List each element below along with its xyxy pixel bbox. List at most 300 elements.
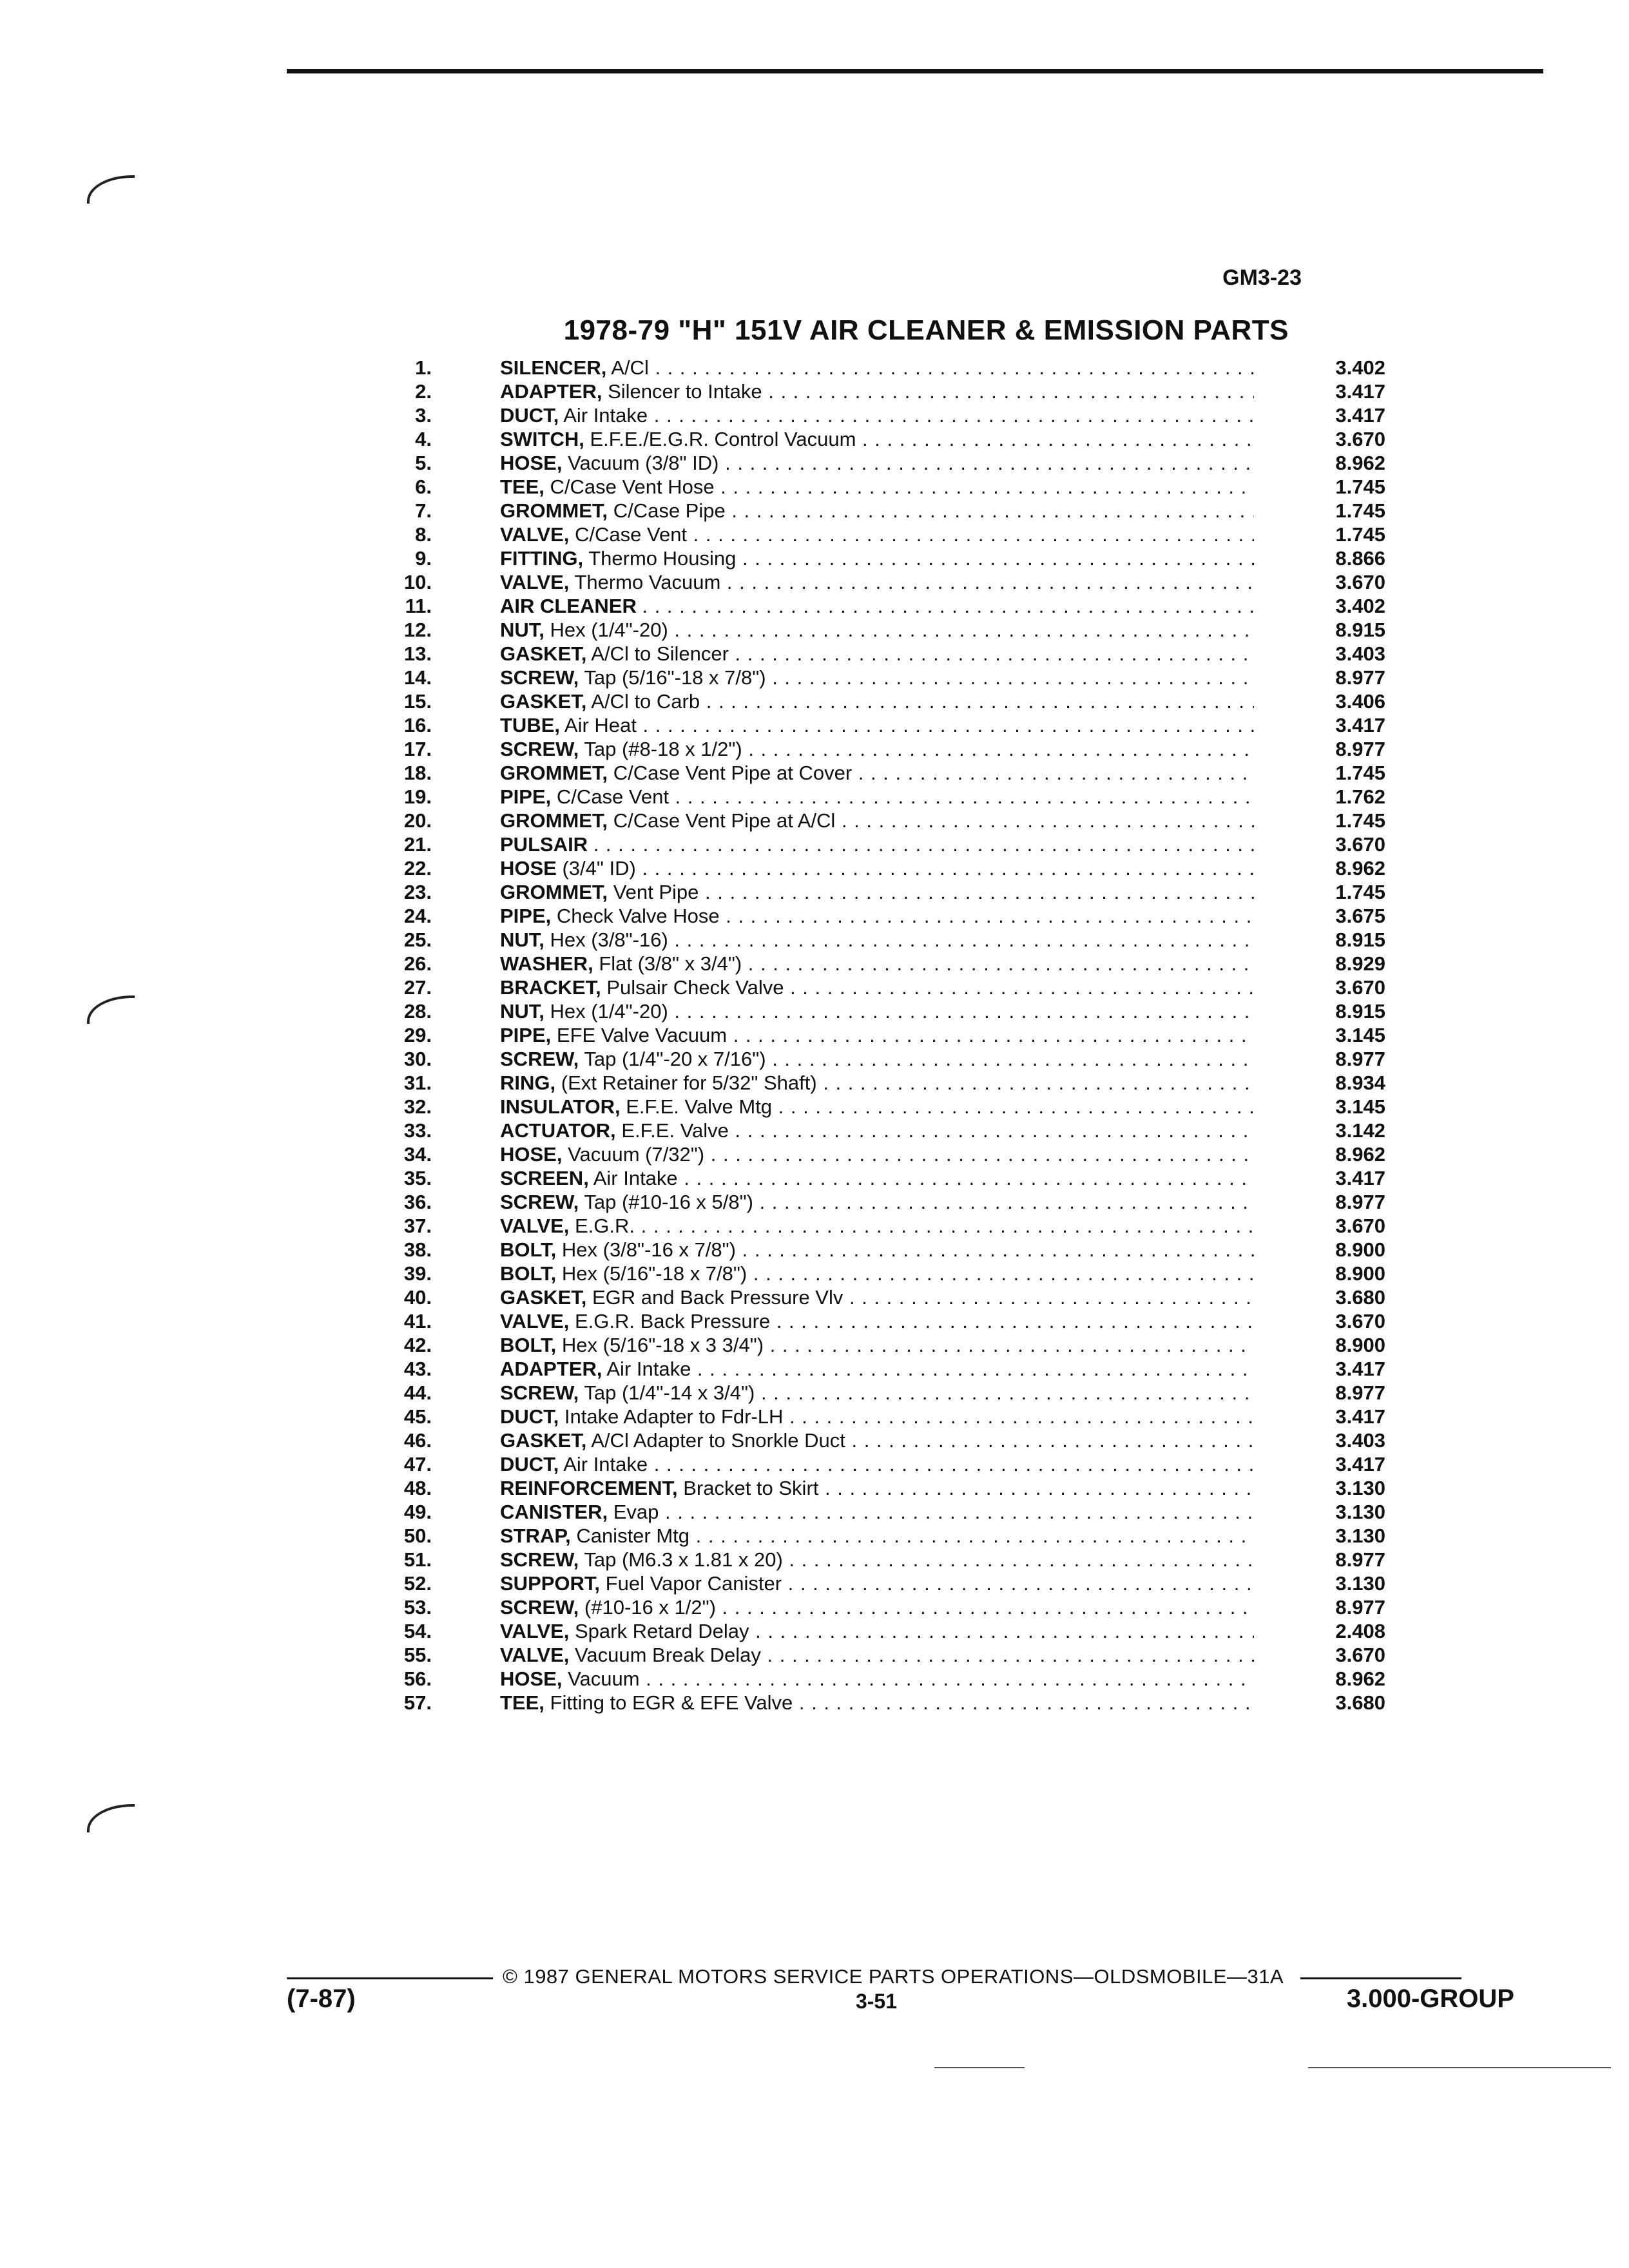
part-description (500, 1667, 1254, 1691)
part-name: SCREW, (500, 666, 579, 689)
part-detail: Air Intake (593, 1167, 678, 1189)
item-number: 15. (403, 690, 432, 713)
part-description (500, 499, 1254, 523)
item-number: 39. (403, 1262, 432, 1285)
parts-row (361, 1595, 1392, 1619)
parts-row (361, 1524, 1392, 1548)
part-name: DUCT, (500, 404, 559, 427)
parts-row (361, 1405, 1392, 1428)
group-code: 3.417 (1335, 1453, 1385, 1475)
part-detail: E.F.E. Valve (621, 1119, 729, 1142)
group-code: 3.417 (1335, 380, 1385, 403)
group-code: 3.670 (1335, 1644, 1385, 1666)
part-name: VALVE, (500, 571, 570, 593)
parts-row (361, 666, 1392, 689)
part-name: GASKET, (500, 690, 587, 713)
part-detail: Tap (#8-18 x 1/2") (584, 738, 742, 760)
part-description (500, 856, 1254, 880)
group-code: 3.680 (1335, 1691, 1385, 1714)
part-description (500, 1309, 1254, 1333)
part-name: SCREW, (500, 1048, 579, 1070)
part-description (500, 928, 1254, 952)
part-detail: (3/4" ID) (562, 857, 636, 879)
part-detail: Tap (1/4"-20 x 7/16") (584, 1048, 766, 1070)
part-name: GROMMET, (500, 499, 608, 522)
item-number: 53. (403, 1596, 432, 1619)
part-name: HOSE, (500, 452, 563, 474)
scan-artifact-line (1308, 2067, 1611, 2068)
parts-row (361, 1071, 1392, 1095)
item-number: 51. (403, 1548, 432, 1571)
part-detail: Tap (1/4"-14 x 3/4") (584, 1381, 755, 1404)
parts-row (361, 785, 1392, 809)
page-code: GM3-23 (1222, 265, 1302, 290)
part-description (500, 832, 1254, 856)
part-detail: Fitting to EGR & EFE Valve (550, 1691, 793, 1714)
part-description (500, 1524, 1254, 1548)
part-detail: EFE Valve Vacuum (556, 1024, 728, 1046)
part-detail: Air Intake (563, 404, 648, 427)
group-code: 3.403 (1335, 1429, 1385, 1452)
parts-row (361, 570, 1392, 594)
group-code: 8.977 (1335, 738, 1385, 760)
part-detail: Thermo Vacuum (574, 571, 721, 593)
parts-row (361, 737, 1392, 761)
parts-row (361, 1452, 1392, 1476)
part-description (500, 1476, 1254, 1500)
item-number: 52. (403, 1572, 432, 1595)
part-description (500, 1452, 1254, 1476)
part-name: DUCT, (500, 1405, 559, 1428)
part-description (500, 1428, 1254, 1452)
item-number: 42. (403, 1334, 432, 1356)
part-name: VALVE, (500, 1644, 570, 1666)
part-name: SCREW, (500, 1381, 579, 1404)
part-name: TUBE, (500, 714, 560, 736)
part-detail: C/Case Vent Pipe at A/Cl (613, 809, 836, 832)
item-number: 6. (415, 476, 432, 498)
part-detail: Canister Mtg (576, 1524, 690, 1547)
part-description (500, 1071, 1254, 1095)
part-detail: C/Case Vent Pipe at Cover (613, 762, 853, 784)
part-description (500, 546, 1254, 570)
group-code: 1.745 (1335, 881, 1385, 903)
part-name: HOSE (500, 857, 557, 879)
part-name: PIPE, (500, 1024, 552, 1046)
part-detail: Fuel Vapor Canister (605, 1572, 782, 1595)
parts-row (361, 1190, 1392, 1214)
item-number: 41. (403, 1310, 432, 1332)
part-detail: Evap (613, 1501, 659, 1523)
part-detail: Hex (1/4"-20) (550, 619, 668, 641)
part-detail: Hex (5/16"-18 x 7/8") (561, 1262, 747, 1285)
part-name: TEE, (500, 476, 545, 498)
part-description (500, 1190, 1254, 1214)
group-code: 3.670 (1335, 571, 1385, 593)
item-number: 19. (403, 785, 432, 808)
part-name: TEE, (500, 1691, 545, 1714)
part-detail: Check Valve Hose (556, 905, 720, 927)
parts-row (361, 1285, 1392, 1309)
item-number: 27. (403, 976, 432, 999)
item-number: 56. (403, 1667, 432, 1690)
group-code: 3.145 (1335, 1095, 1385, 1118)
part-description (500, 666, 1254, 689)
item-number: 50. (403, 1524, 432, 1547)
part-description (500, 713, 1254, 737)
part-description (500, 1357, 1254, 1381)
group-code: 8.962 (1335, 452, 1385, 474)
part-detail: Tap (5/16"-18 x 7/8") (584, 666, 766, 689)
item-number: 30. (403, 1048, 432, 1070)
parts-row (361, 594, 1392, 618)
part-description (500, 975, 1254, 999)
part-description (500, 475, 1254, 499)
part-description (500, 1619, 1254, 1643)
part-detail: Vacuum (3/8" ID) (568, 452, 719, 474)
part-name: VALVE, (500, 1620, 570, 1642)
part-detail: Tap (#10-16 x 5/8") (584, 1191, 753, 1213)
part-description (500, 380, 1254, 403)
item-number: 29. (403, 1024, 432, 1046)
parts-row (361, 642, 1392, 666)
part-description (500, 403, 1254, 427)
parts-row (361, 1571, 1392, 1595)
part-name: ACTUATOR, (500, 1119, 616, 1142)
group-code: 8.977 (1335, 666, 1385, 689)
part-name: SCREW, (500, 738, 579, 760)
part-name: SCREEN, (500, 1167, 589, 1189)
part-name: FITTING, (500, 547, 584, 570)
group-code: 8.915 (1335, 1000, 1385, 1023)
item-number: 34. (403, 1143, 432, 1166)
parts-row (361, 1166, 1392, 1190)
part-description (500, 1500, 1254, 1524)
item-number: 3. (415, 404, 432, 427)
part-detail: EGR and Back Pressure Vlv (592, 1286, 843, 1309)
parts-row (361, 1142, 1392, 1166)
part-name: GROMMET, (500, 762, 608, 784)
part-name: SWITCH, (500, 428, 584, 450)
part-detail: E.F.E./E.G.R. Control Vacuum (590, 428, 856, 450)
item-number: 25. (403, 928, 432, 951)
part-description (500, 1548, 1254, 1571)
item-number: 13. (403, 642, 432, 665)
footer-rule-right (1300, 1977, 1461, 1979)
part-description (500, 1595, 1254, 1619)
copyright-notice: © 1987 GENERAL MOTORS SERVICE PARTS OPERATIONS—OLDSMOBILE—31A (503, 1965, 1284, 1988)
part-detail: Hex (3/8"-16) (550, 928, 668, 951)
part-name: SCREW, (500, 1191, 579, 1213)
parts-row (361, 928, 1392, 952)
part-name: NUT, (500, 928, 545, 951)
group-code: 3.417 (1335, 1358, 1385, 1380)
part-name: NUT, (500, 619, 545, 641)
part-detail: Bracket to Skirt (683, 1477, 819, 1499)
item-number: 17. (403, 738, 432, 760)
item-number: 31. (403, 1072, 432, 1094)
group-code: 8.900 (1335, 1238, 1385, 1261)
parts-list (361, 356, 1392, 1715)
group-code: 3.402 (1335, 356, 1385, 379)
item-number: 11. (405, 595, 432, 617)
part-name: SCREW, (500, 1548, 579, 1571)
part-description (500, 737, 1254, 761)
part-detail: Thermo Housing (588, 547, 737, 570)
parts-row (361, 975, 1392, 999)
group-code: 8.977 (1335, 1048, 1385, 1070)
binder-hole-mark (87, 995, 135, 1024)
part-detail: C/Case Vent (556, 785, 669, 808)
item-number: 16. (403, 714, 432, 736)
part-detail: A/Cl (611, 356, 649, 379)
parts-row (361, 1500, 1392, 1524)
group-code: 3.403 (1335, 642, 1385, 665)
part-description (500, 1142, 1254, 1166)
parts-row (361, 1667, 1392, 1691)
group-code: 3.670 (1335, 976, 1385, 999)
part-description (500, 642, 1254, 666)
item-number: 9. (415, 547, 432, 570)
item-number: 8. (415, 523, 432, 546)
item-number: 18. (403, 762, 432, 784)
parts-row (361, 1476, 1392, 1500)
parts-row (361, 403, 1392, 427)
group-code: 3.670 (1335, 1215, 1385, 1237)
group-code: 1.745 (1335, 476, 1385, 498)
part-description (500, 952, 1254, 975)
part-description (500, 880, 1254, 904)
part-detail: C/Case Vent (575, 523, 688, 546)
part-name: NUT, (500, 1000, 545, 1023)
binder-hole-mark (87, 175, 135, 204)
revision-date: (7-87) (287, 1984, 356, 2013)
part-name: VALVE, (500, 523, 570, 546)
parts-row (361, 1262, 1392, 1285)
parts-row (361, 356, 1392, 380)
item-number: 12. (403, 619, 432, 641)
group-code: 3.670 (1335, 833, 1385, 856)
item-number: 48. (403, 1477, 432, 1499)
group-code: 8.915 (1335, 619, 1385, 641)
part-name: BOLT, (500, 1334, 557, 1356)
group-code: 8.962 (1335, 1667, 1385, 1690)
part-detail: (Ext Retainer for 5/32" Shaft) (561, 1072, 817, 1094)
part-name: GROMMET, (500, 809, 608, 832)
parts-row (361, 475, 1392, 499)
parts-row (361, 952, 1392, 975)
part-detail: Flat (3/8" x 3/4") (599, 952, 742, 975)
part-detail: E.F.E. Valve Mtg (626, 1095, 773, 1118)
parts-row (361, 1309, 1392, 1333)
part-detail: Vacuum Break Delay (575, 1644, 761, 1666)
part-detail: Vacuum (7/32") (568, 1143, 705, 1166)
parts-row (361, 832, 1392, 856)
item-number: 26. (403, 952, 432, 975)
group-code: 3.402 (1335, 595, 1385, 617)
part-name: AIR CLEANER (500, 595, 637, 617)
parts-row (361, 856, 1392, 880)
part-description (500, 1095, 1254, 1119)
group-code: 3.670 (1335, 1310, 1385, 1332)
part-description (500, 761, 1254, 785)
group-code: 8.900 (1335, 1334, 1385, 1356)
part-detail: Air Intake (606, 1358, 691, 1380)
parts-row (361, 809, 1392, 832)
item-number: 20. (403, 809, 432, 832)
group-code: 8.962 (1335, 857, 1385, 879)
group-code: 3.145 (1335, 1024, 1385, 1046)
part-description (500, 451, 1254, 475)
scan-artifact-line (934, 2067, 1025, 2068)
group-code: 8.934 (1335, 1072, 1385, 1094)
parts-row (361, 1119, 1392, 1142)
item-number: 55. (403, 1644, 432, 1666)
part-name: VALVE, (500, 1310, 570, 1332)
part-name: RING, (500, 1072, 556, 1094)
parts-row (361, 761, 1392, 785)
parts-row (361, 1548, 1392, 1571)
item-number: 36. (403, 1191, 432, 1213)
item-number: 45. (403, 1405, 432, 1428)
item-number: 35. (403, 1167, 432, 1189)
item-number: 23. (403, 881, 432, 903)
page-title: 1978-79 "H" 151V AIR CLEANER & EMISSION PARTS (563, 314, 1289, 346)
part-detail: Intake Adapter to Fdr-LH (564, 1405, 784, 1428)
parts-row (361, 380, 1392, 403)
group-code: 3.130 (1335, 1524, 1385, 1547)
parts-row (361, 1333, 1392, 1357)
part-description (500, 1238, 1254, 1262)
footer-rule-left (287, 1977, 493, 1979)
part-description (500, 1571, 1254, 1595)
parts-row (361, 427, 1392, 451)
part-name: VALVE, (500, 1215, 570, 1237)
part-detail: C/Case Vent Hose (550, 476, 715, 498)
parts-row (361, 1238, 1392, 1262)
part-detail: Hex (5/16"-18 x 3 3/4") (561, 1334, 764, 1356)
part-description (500, 427, 1254, 451)
group-code: 3.417 (1335, 1405, 1385, 1428)
group-code: 3.130 (1335, 1501, 1385, 1523)
part-detail: (#10-16 x 1/2") (584, 1596, 716, 1619)
item-number: 21. (403, 833, 432, 856)
group-code: 8.977 (1335, 1596, 1385, 1619)
part-name: REINFORCEMENT, (500, 1477, 678, 1499)
group-code: 1.745 (1335, 809, 1385, 832)
part-name: SCREW, (500, 1596, 579, 1619)
item-number: 14. (403, 666, 432, 689)
parts-row (361, 499, 1392, 523)
part-description (500, 1333, 1254, 1357)
parts-row (361, 1619, 1392, 1643)
group-code: 3.130 (1335, 1477, 1385, 1499)
parts-row (361, 1691, 1392, 1715)
item-number: 10. (403, 571, 432, 593)
group-code: 3.417 (1335, 404, 1385, 427)
item-number: 24. (403, 905, 432, 927)
parts-row (361, 1214, 1392, 1238)
part-description (500, 1047, 1254, 1071)
parts-row (361, 689, 1392, 713)
group-code: 8.900 (1335, 1262, 1385, 1285)
parts-row (361, 880, 1392, 904)
group-code: 1.762 (1335, 785, 1385, 808)
item-number: 32. (403, 1095, 432, 1118)
part-name: SILENCER, (500, 356, 607, 379)
part-description (500, 618, 1254, 642)
parts-row (361, 523, 1392, 546)
parts-row (361, 618, 1392, 642)
part-name: PIPE, (500, 905, 552, 927)
parts-row (361, 999, 1392, 1023)
part-name: STRAP, (500, 1524, 571, 1547)
item-number: 37. (403, 1215, 432, 1237)
item-number: 33. (403, 1119, 432, 1142)
part-detail: Hex (3/8"-16 x 7/8") (561, 1238, 736, 1261)
part-name: ADAPTER, (500, 380, 602, 403)
page-number: 3-51 (855, 1990, 898, 2013)
part-description (500, 1285, 1254, 1309)
parts-row (361, 1047, 1392, 1071)
part-name: PIPE, (500, 785, 552, 808)
part-description (500, 1166, 1254, 1190)
part-detail: A/Cl to Carb (591, 690, 700, 713)
part-detail: A/Cl Adapter to Snorkle Duct (591, 1429, 845, 1452)
group-code: 8.962 (1335, 1143, 1385, 1166)
part-description (500, 1643, 1254, 1667)
part-name: DUCT, (500, 1453, 559, 1475)
item-number: 4. (415, 428, 432, 450)
item-number: 38. (403, 1238, 432, 1261)
parts-row (361, 1428, 1392, 1452)
part-description (500, 785, 1254, 809)
parts-row (361, 1095, 1392, 1119)
group-code: 1.745 (1335, 523, 1385, 546)
group-code: 3.417 (1335, 1167, 1385, 1189)
part-description (500, 1023, 1254, 1047)
part-detail: Air Heat (564, 714, 637, 736)
part-detail: E.G.R. Back Pressure (575, 1310, 771, 1332)
item-number: 1. (415, 356, 432, 379)
group-code: 8.915 (1335, 928, 1385, 951)
part-name: HOSE, (500, 1143, 563, 1166)
part-name: SUPPORT, (500, 1572, 601, 1595)
item-number: 49. (403, 1501, 432, 1523)
item-number: 54. (403, 1620, 432, 1642)
group-code: 8.866 (1335, 547, 1385, 570)
group-code: 8.977 (1335, 1191, 1385, 1213)
parts-row (361, 1643, 1392, 1667)
part-name: CANISTER, (500, 1501, 608, 1523)
group-code: 2.408 (1335, 1620, 1385, 1642)
item-number: 44. (403, 1381, 432, 1404)
item-number: 57. (403, 1691, 432, 1714)
part-detail: Vent Pipe (613, 881, 699, 903)
parts-row (361, 904, 1392, 928)
group-code: 3.675 (1335, 905, 1385, 927)
parts-row (361, 713, 1392, 737)
part-description (500, 594, 1254, 618)
part-detail: Spark Retard Delay (575, 1620, 749, 1642)
part-description (500, 570, 1254, 594)
item-number: 46. (403, 1429, 432, 1452)
part-name: BRACKET, (500, 976, 601, 999)
part-description (500, 523, 1254, 546)
part-name: HOSE, (500, 1667, 563, 1690)
part-name: BOLT, (500, 1262, 557, 1285)
part-description (500, 689, 1254, 713)
